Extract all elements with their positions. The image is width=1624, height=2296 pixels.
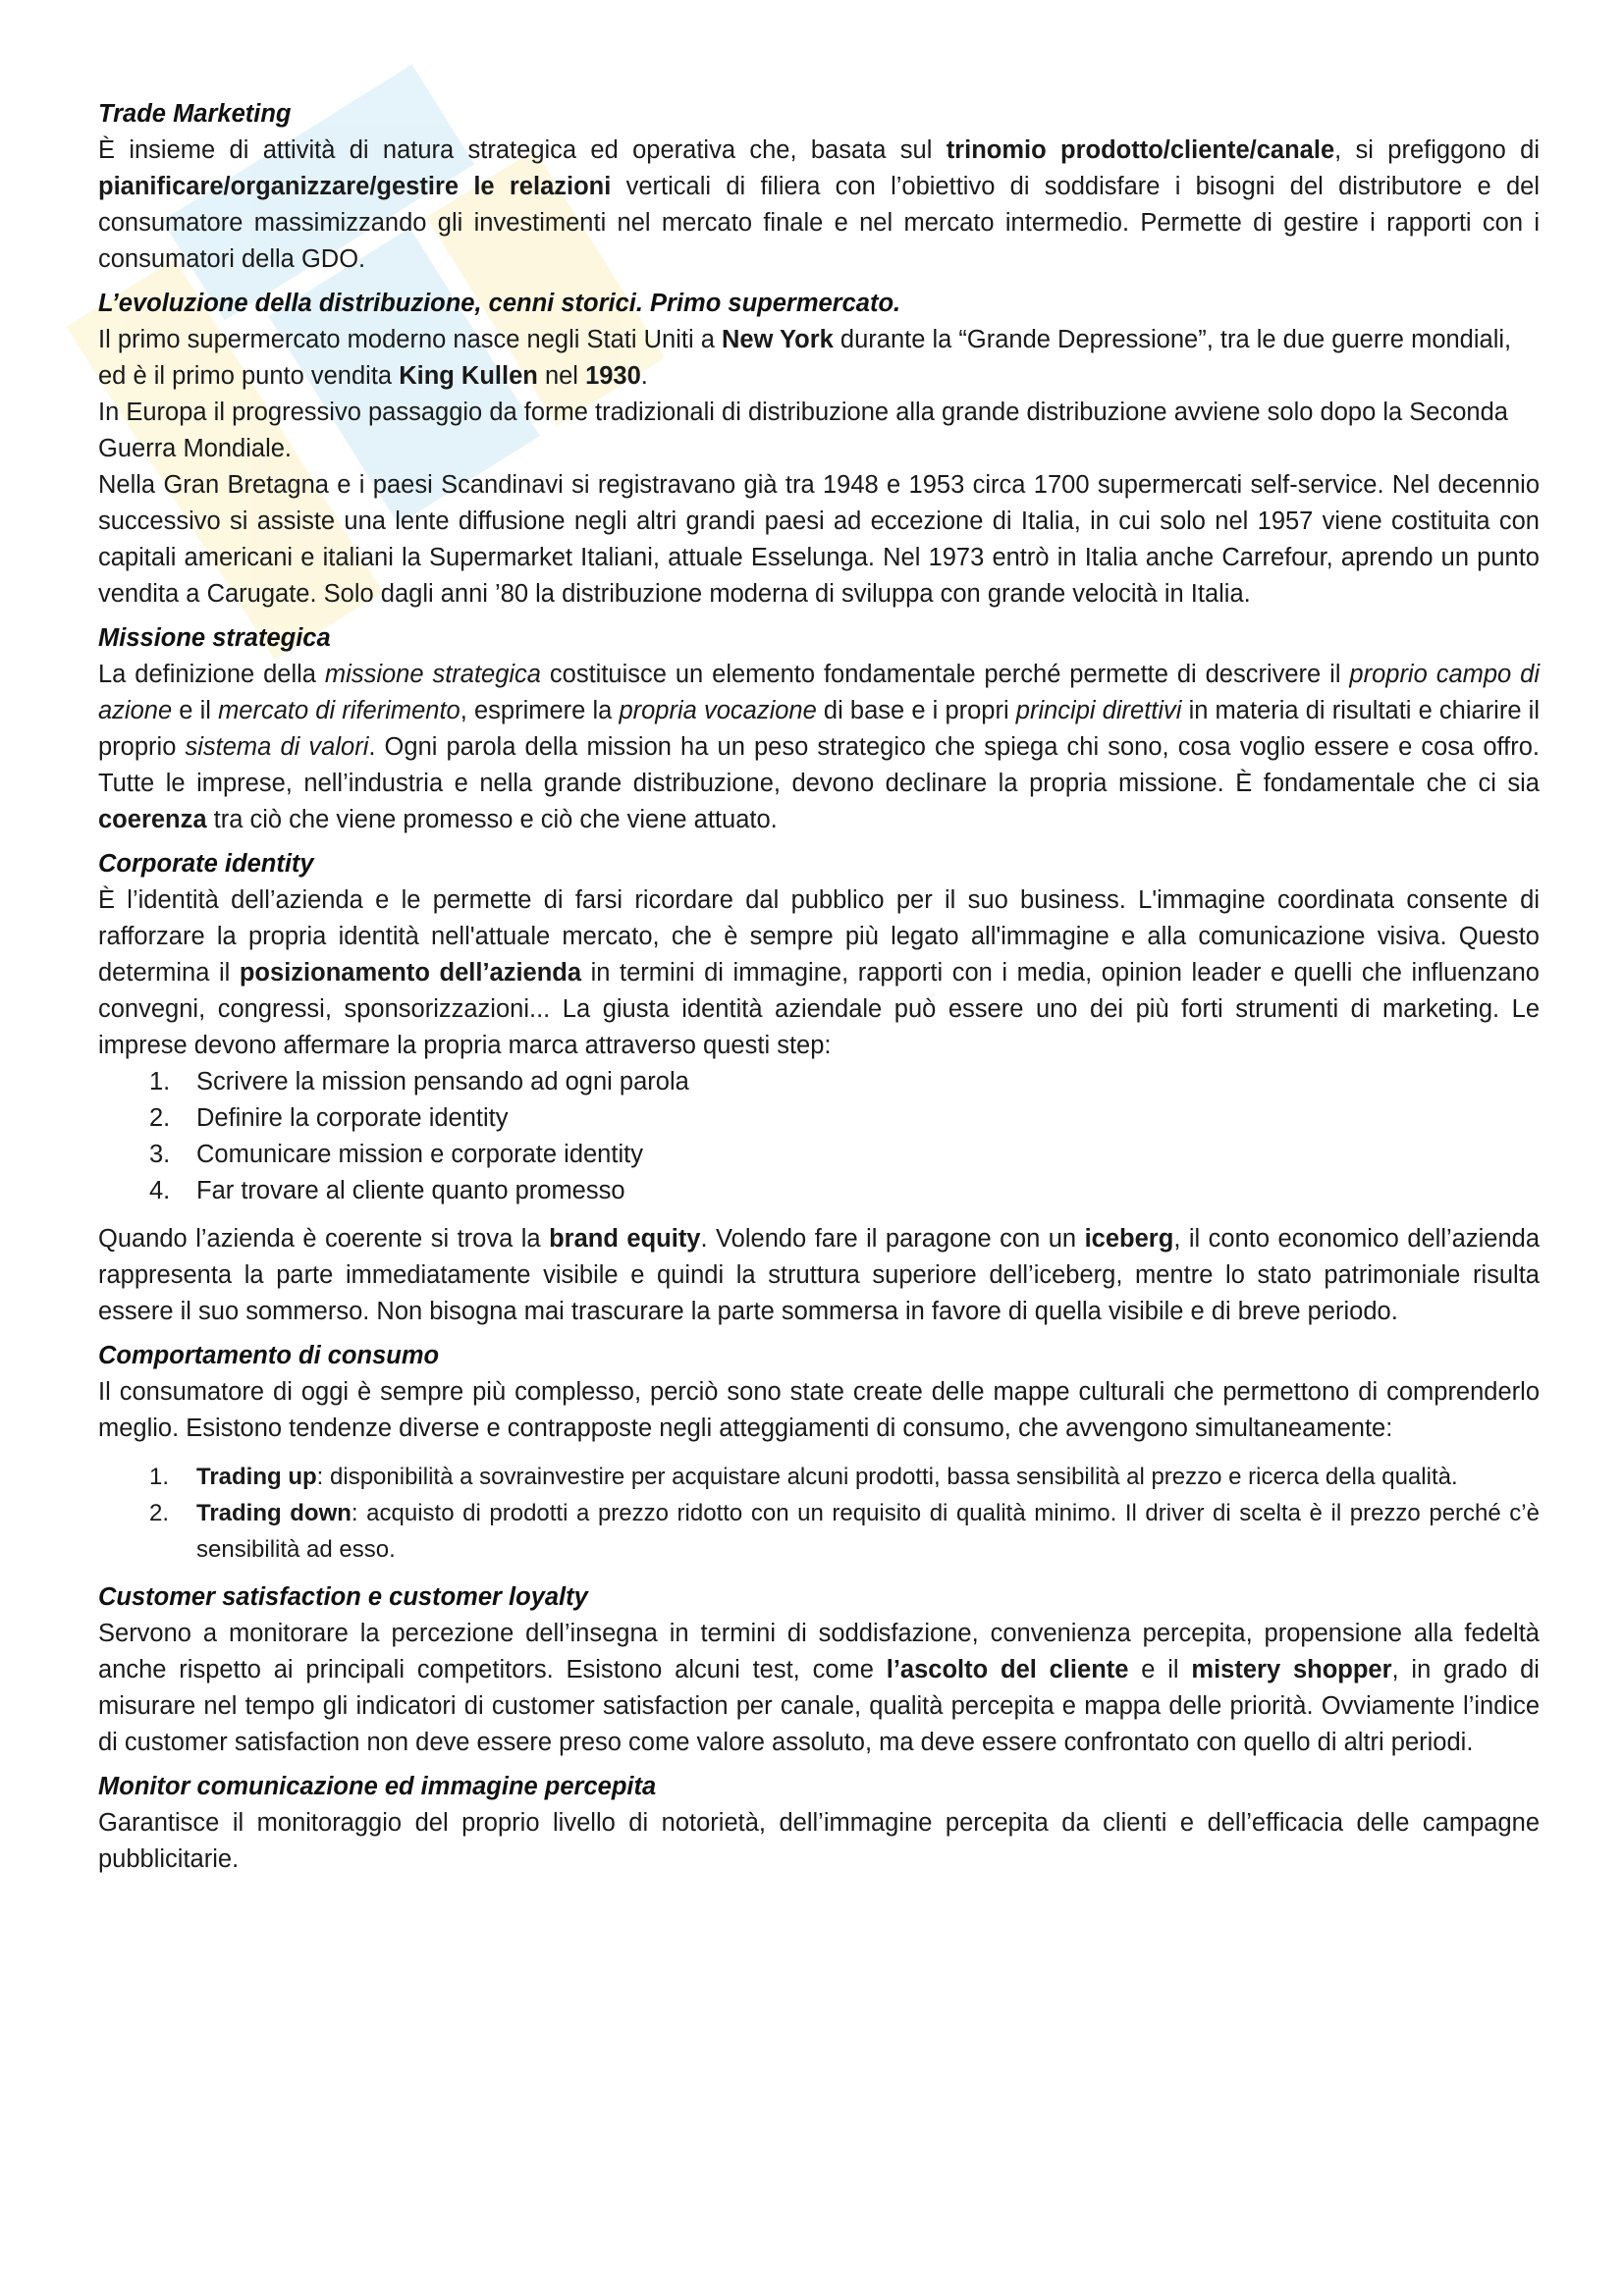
bold-run: New York <box>721 326 834 353</box>
text-run: nel <box>537 362 586 390</box>
section-heading: L’evoluzione della distribuzione, cenni storici. Primo supermercato. <box>98 290 901 317</box>
bold-run: 1930 <box>585 362 641 390</box>
paragraph: In Europa il progressivo passaggio da forme tradizionali di distribuzione alla grande distribuzione avviene solo dopo la Seconda Guerra Mondiale. <box>98 399 1508 462</box>
section-missione <box>98 620 1540 838</box>
text-run: Servono a monitorare la percezione dell’insegna in termini di soddisfazione, convenienza percepita, propensione alla fedeltà anche rispetto ai principali competitors. Esistono alcuni test, come <box>98 1620 1540 1683</box>
italic-run: mercato di riferimento <box>218 697 460 724</box>
bold-run: pianificare/organizzare/gestire le relazioni <box>98 173 612 200</box>
section-heading: Missione strategica <box>98 624 331 652</box>
section-monitor <box>98 1769 1540 1878</box>
paragraph <box>98 133 1540 278</box>
text-run: La definizione della <box>98 661 325 688</box>
bold-run: trinomio prodotto/cliente/canale <box>946 136 1335 164</box>
text-run: di base e i propri <box>816 697 1016 724</box>
paragraph <box>98 882 1540 1064</box>
bold-run: l’ascolto del cliente <box>886 1656 1129 1683</box>
bold-run: mistery shopper <box>1191 1656 1392 1683</box>
list-item <box>98 1137 1540 1173</box>
bold-run: King Kullen <box>399 362 538 390</box>
list-item <box>98 1459 1540 1495</box>
list-item <box>98 1173 1540 1209</box>
text-run: . Ogni parola della mission ha un peso strategico che spiega chi sono, cosa voglio essere e cosa offro. Tutte le imprese, nell’industria e nella grande distribuzione, devono declinare la propria missione. È fondamentale che ci sia <box>98 733 1540 797</box>
paragraph <box>98 1221 1540 1330</box>
bold-run: iceberg <box>1084 1225 1174 1253</box>
list-item <box>98 1064 1540 1100</box>
list-text: Definire la corporate identity <box>196 1104 509 1132</box>
text-run: e il <box>1128 1656 1192 1683</box>
list-text: Comunicare mission e corporate identity <box>196 1141 643 1168</box>
list-text: : acquisto di prodotti a prezzo ridotto con un requisito di qualità minimo. Il driver di scelta è il prezzo perché c’è sensibilità ad esso. <box>196 1500 1540 1563</box>
text-run: Quando l’azienda è coerente si trova la <box>98 1225 550 1253</box>
italic-run: missione strategica <box>324 661 541 688</box>
text-run: costituisce un elemento fondamentale perché permette di descrivere il <box>541 661 1350 688</box>
list-number: 2. <box>149 1500 170 1526</box>
text-run: e il <box>172 697 219 724</box>
paragraph <box>98 1616 1540 1761</box>
section-heading: Trade Marketing <box>98 100 292 128</box>
section-trade-marketing <box>98 96 1540 278</box>
italic-run: principi direttivi <box>1015 697 1182 724</box>
text-run: in materia di risultati e chiarire il proprio <box>98 697 1540 761</box>
section-heading: Monitor comunicazione ed immagine percepita <box>98 1773 657 1800</box>
text-run: . <box>640 362 648 390</box>
italic-run: propria vocazione <box>619 697 817 724</box>
list-number: 3. <box>149 1141 171 1168</box>
text-run: , esprimere la <box>460 697 620 724</box>
list-text: Far trovare al cliente quanto promesso <box>196 1177 625 1204</box>
paragraph: Garantisce il monitoraggio del proprio livello di notorietà, dell’immagine percepita da clienti e dell’efficacia delle campagne pubblicitarie. <box>98 1809 1540 1873</box>
paragraph <box>98 322 1540 395</box>
list-number: 2. <box>149 1104 171 1132</box>
section-heading: Comportamento di consumo <box>98 1342 440 1369</box>
document-page <box>98 96 1540 1886</box>
text-run: , si prefiggono di <box>1334 136 1540 164</box>
section-comportamento <box>98 1338 1540 1568</box>
list-number: 1. <box>149 1068 171 1095</box>
list-item <box>98 1100 1540 1137</box>
paragraph: Nella Gran Bretagna e i paesi Scandinavi si registravano già tra 1948 e 1953 circa 1700 supermercati self-service. Nel decennio successivo si assiste una lente diffusione negli altri grandi paesi ad eccezione di Italia, in cui solo nel 1957 viene costituita con capitali americani e italiani la Supermarket Italiani, attuale Esselunga. Nel 1973 entrò in Italia anche Carrefour, aprendo un punto vendita a Carugate. Solo dagli anni ’80 la distribuzione moderna di sviluppa con grande velocità in Italia. <box>98 471 1540 608</box>
section-evoluzione <box>98 286 1540 613</box>
italic-run: proprio campo di azione <box>98 661 1540 724</box>
text-run: durante la “Grande Depressione”, tra le due guerre mondiali, ed è il primo punto vendita <box>98 326 1512 390</box>
steps-list <box>98 1064 1540 1209</box>
bold-run: Trading up <box>196 1464 317 1490</box>
list-item <box>98 1495 1540 1568</box>
bold-run: coerenza <box>98 806 207 833</box>
text-run: in termini di immagine, rapporti con i media, opinion leader e quelli che influenzano convegni, congressi, sponsorizzazioni... La giusta identità aziendale può essere uno dei più forti strumenti di marketing. Le imprese devono affermare la propria marca attraverso questi step: <box>98 959 1540 1059</box>
italic-run: sistema di valori <box>185 733 369 761</box>
trading-list <box>98 1459 1540 1568</box>
section-customer-satisfaction <box>98 1579 1540 1761</box>
list-number: 1. <box>149 1464 170 1490</box>
list-number: 4. <box>149 1177 171 1204</box>
bold-run: Trading down <box>196 1500 352 1526</box>
bold-run: posizionamento dell’azienda <box>239 959 582 987</box>
text-run: . Volendo fare il paragone con un <box>700 1225 1085 1253</box>
text-run: È insieme di attività di natura strategica ed operativa che, basata sul <box>98 136 947 164</box>
list-text: Scrivere la mission pensando ad ogni parola <box>196 1068 689 1095</box>
text-run: , il conto economico dell’azienda rappresenta la parte immediatamente visibile e quindi la struttura superiore dell’iceberg, mentre lo stato patrimoniale risulta essere il suo sommerso. Non bisogna mai trascurare la parte sommersa in favore di quella visibile e di breve periodo. <box>98 1225 1541 1325</box>
bold-run: brand equity <box>549 1225 701 1253</box>
text-run: È l’identità dell’azienda e le permette di farsi ricordare dal pubblico per il suo business. L'immagine coordinata consente di rafforzare la propria identità nell'attuale mercato, che è sempre più legato all'immagine e alla comunicazione visiva. Questo determina il <box>98 886 1540 987</box>
paragraph: Il consumatore di oggi è sempre più complesso, perciò sono state create delle mappe culturali che permettono di comprenderlo meglio. Esistono tendenze diverse e contrapposte negli atteggiamenti di consumo, che avvengono simultaneamente: <box>98 1378 1540 1442</box>
section-corporate-identity <box>98 846 1540 1330</box>
section-heading: Customer satisfaction e customer loyalty <box>98 1583 588 1611</box>
text-run: tra ciò che viene promesso e ciò che viene attuato. <box>206 806 778 833</box>
list-text: : disponibilità a sovrainvestire per acquistare alcuni prodotti, bassa sensibilità al prezzo e ricerca della qualità. <box>316 1464 1458 1490</box>
section-heading: Corporate identity <box>98 850 314 878</box>
text-run: , in grado di misurare nel tempo gli indicatori di customer satisfaction per canale, qualità percepita e mappa delle priorità. Ovviamente l’indice di customer satisfaction non deve essere preso come valore assoluto, ma deve essere confrontato con quello di altri periodi. <box>98 1656 1540 1756</box>
text-run: verticali di filiera con l’obiettivo di soddisfare i bisogni del distributore e del consumatore massimizzando gli investimenti nel mercato finale e nel mercato intermedio. Permette di gestire i rapporti con i consumatori della GDO. <box>98 173 1540 273</box>
text-run: Il primo supermercato moderno nasce negli Stati Uniti a <box>98 326 722 353</box>
paragraph <box>98 657 1540 838</box>
